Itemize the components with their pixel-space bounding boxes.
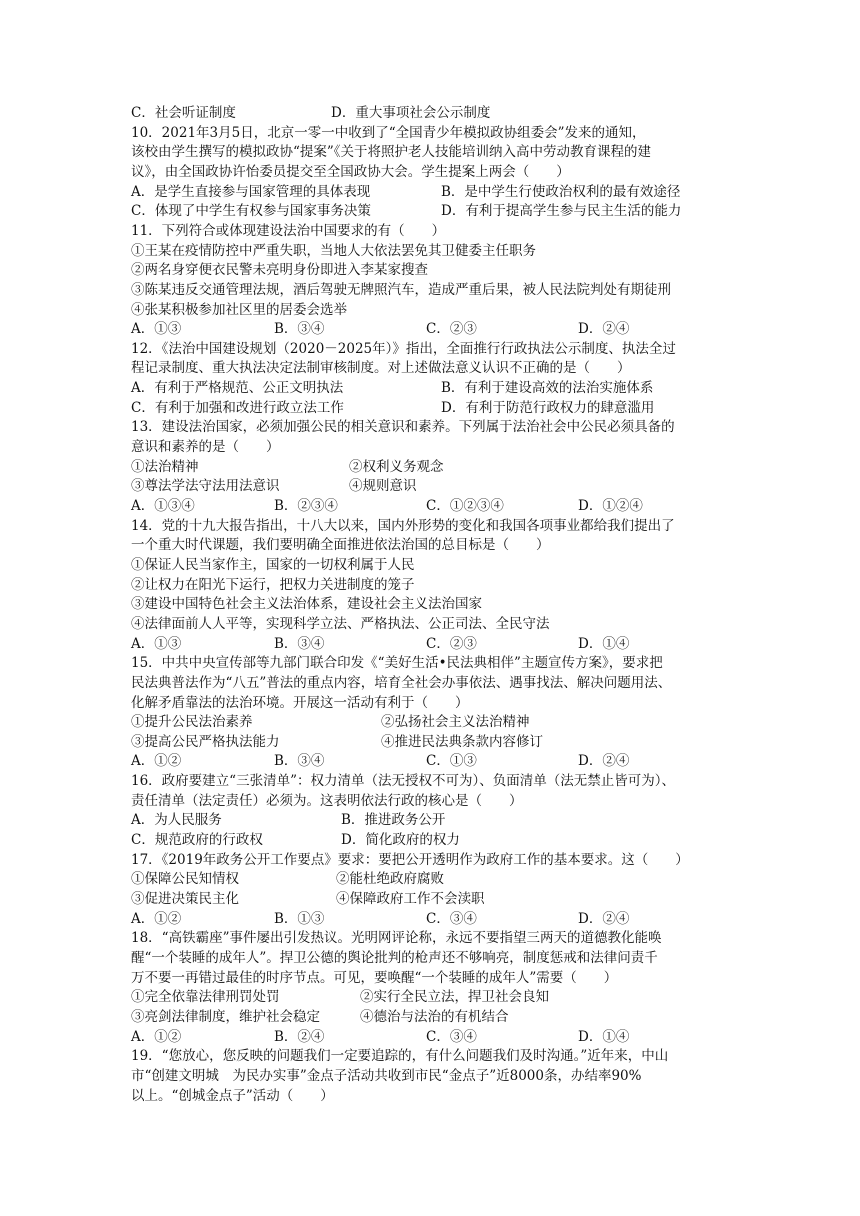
option-text: C．社会听证制度 [131,105,236,121]
line-text: 16．政府要建立“三张清单”：权力清单（法无授权不可为）、负面清单（法无禁止皆可为）、 [131,773,675,790]
option-text: A．①③④ [131,498,195,514]
line-text: 化解矛盾靠法的法治环境。开展这一活动有利于（ ） [131,694,469,711]
text-line [131,575,731,595]
line-text: 一个重大时代课题，我们要明确全面推进依法治国的总目标是（ ） [131,537,550,554]
option-text: ④保障政府工作不会渎职 [336,891,485,907]
text-line [131,535,731,555]
line-text: 17．《2019年政务公开工作要点》要求：要把公开透明作为政府工作的基本要求。这（ ） [131,851,689,868]
text-line [131,103,731,123]
text-line [131,221,731,241]
text-line [131,889,731,909]
option-text: ③提高公民严格执法能力 [131,733,280,750]
option-text: ④规则意识 [349,478,417,495]
option-text: D．简化政府的权力 [341,832,460,849]
option-text: D．②④ [578,321,630,338]
text-line [131,948,731,968]
option-text: D．重大事项社会公示制度 [331,105,491,121]
option-text: C．③④ [426,910,477,927]
line-text: ②两名身穿便衣民警未亮明身份即进入李某家搜查 [131,262,428,279]
option-text: ④德治与法治的有机结合 [360,1008,509,1025]
text-line [131,280,731,300]
option-text: A．①② [131,753,182,770]
line-text: ④法律面前人人平等，实现科学立法、严格执法、公正司法、全民守法 [131,615,550,632]
line-text: ③陈某违反交通管理法规，酒后驾驶无牌照汽车，造成严重后果，被人民法院判处有期徒刑 [131,281,671,298]
option-text: B．③④ [274,635,325,652]
option-text: ③亮剑法律制度，维护社会稳定 [131,1008,320,1025]
option-text: B．③④ [274,753,325,770]
text-line [131,614,731,634]
text-line [131,791,731,811]
option-text: B．①③ [274,910,325,927]
line-text: 民法典普法作为“八五”普法的重点内容，培育全社会办事依法、遇事找法、解决问题用法、 [131,674,672,691]
text-line [131,673,731,693]
line-text: 意识和素养的是（ ） [131,439,280,456]
text-line [131,476,731,496]
line-text: 醒“一个装睡的成年人”。捍卫公德的舆论批判的枪声还不够响亮，制度惩戒和法律问责千 [131,949,658,966]
option-text: C．规范政府的行政权 [131,832,263,849]
text-line [131,123,731,143]
option-text: C．①②③④ [426,498,504,514]
option-text: ①完全依靠法律刑罚处罚 [131,989,280,1006]
option-text: A．①② [131,910,182,927]
option-text: ③促进决策民主化 [131,891,239,907]
option-text: A．①③ [131,321,182,338]
text-line [131,1027,731,1047]
line-text: 以上。“创城金点子”活动（ ） [131,1087,334,1104]
text-line [131,516,731,536]
text-line [131,300,731,320]
option-text: B．推进政务公开 [341,812,446,829]
option-text: D．②④ [578,753,630,770]
line-text: ②让权力在阳光下运行，把权力关进制度的笼子 [131,576,415,593]
option-text: ③尊法学法守法用法意识 [131,478,280,495]
option-text: ④推进民法典条款内容修订 [381,733,543,750]
line-text: ④张某积极参加社区里的居委会选举 [131,301,347,318]
option-text: B．②③④ [274,498,338,514]
option-text: ②实行全民立法，捍卫社会良知 [360,989,549,1006]
option-text: ②权利义务观念 [349,458,444,475]
line-text: ③建设中国特色社会主义法治体系，建设社会主义法治国家 [131,596,482,613]
option-text: ①提升公民法治素养 [131,714,253,731]
option-text: A．为人民服务 [131,812,222,829]
text-line [131,339,731,359]
line-text: 市“创建文明城 为民办实事”金点子活动共收到市民“金点子”近8000条，办结率90% [131,1067,642,1084]
text-line [131,555,731,575]
text-line [131,987,731,1007]
line-text: 13．建设法治国家，必须加强公民的相关意识和素养。下列属于法治社会中公民必须具备的 [131,419,675,436]
option-text: C．体现了中学生有权参与国家事务决策 [131,203,371,220]
text-line [131,398,731,418]
text-line [131,1046,731,1066]
option-text: B．是中学生行使政治权利的最有效途径 [441,183,681,200]
option-text: B．②④ [274,1028,325,1045]
text-line [131,968,731,988]
text-line [131,1086,731,1106]
text-line [131,850,731,870]
text-line [131,437,731,457]
text-line [131,378,731,398]
option-text: ①法治精神 [131,458,199,475]
option-text: C．①③ [426,753,477,770]
text-line [131,358,731,378]
option-text: ②能杜绝政府腐败 [336,871,444,888]
line-text: 程记录制度、重大执法决定法制审核制度。对上述做法意义认识不正确的是（ ） [131,360,631,377]
option-text: D．有利于防范行政权力的肆意滥用 [441,399,655,416]
text-line [131,751,731,771]
option-text: B．有利于建设高效的法治实施体系 [441,380,654,397]
text-line [131,732,731,752]
line-text: 11．下列符合或体现建设法治中国要求的有（ ） [131,222,446,239]
line-text: 责任清单（法定责任）必须为。这表明依法行政的核心是（ ） [131,792,523,809]
option-text: D．②④ [578,910,630,927]
line-text: 10．2021年3月5日，北京一零一中收到了“全国青少年模拟政协组委会”发来的通知， [131,124,646,141]
text-line [131,594,731,614]
option-text: D．有利于提高学生参与民主生活的能力 [441,203,682,220]
line-text: ①保证人民当家作主，国家的一切权利属于人民 [131,556,415,573]
text-line [131,162,731,182]
text-line [131,712,731,732]
option-text: D．①④ [578,635,630,652]
line-text: ①王某在疫情防控中严重失职，当地人大依法罢免其卫健委主任职务 [131,242,536,259]
option-text: C．③④ [426,1028,477,1045]
text-line [131,653,731,673]
text-line [131,241,731,261]
option-text: D．①②④ [578,498,643,514]
line-text: 15．中共中央宣传部等九部门联合印发《“美好生活•民法典相伴”主题宣传方案》，要求把 [131,655,663,672]
option-text: ①保障公民知情权 [131,871,239,888]
text-line [131,771,731,791]
text-line [131,634,731,654]
text-line [131,260,731,280]
text-line [131,457,731,477]
line-text: 18．“高铁霸座”事件屡出引发热议。光明网评论称，永远不要指望三两天的道德教化能唤 [131,930,662,947]
text-line [131,928,731,948]
text-line [131,1007,731,1027]
text-line [131,869,731,889]
option-text: A．有利于严格规范、公正文明执法 [131,380,344,397]
text-line [131,182,731,202]
option-text: ②弘扬社会主义法治精神 [381,714,530,731]
text-line [131,830,731,850]
text-line [131,319,731,339]
option-text: B．③④ [274,321,325,338]
line-text: 12．《法治中国建设规划（2020－2025年）》指出，全面推行行政执法公示制度、执法全过 [131,340,676,357]
option-text: A．①③ [131,635,182,652]
text-line [131,417,731,437]
option-text: C．②③ [426,635,477,652]
option-text: C．有利于加强和改进行政立法工作 [131,399,344,416]
line-text: 14．党的十九大报告指出，十八大以来，国内外形势的变化和我国各项事业都给我们提出了 [131,517,675,534]
text-line [131,142,731,162]
line-text: 该校由学生撰写的模拟政协“提案”《关于将照护老人技能培训纳入高中劳动教育课程的建 [131,144,652,161]
text-line [131,1066,731,1086]
text-line [131,201,731,221]
line-text: 议》，由全国政协许怡委员提交至全国政协大会。学生提案上两会（ ） [131,163,570,180]
text-line [131,909,731,929]
option-text: A．①② [131,1028,182,1045]
text-line [131,693,731,713]
option-text: D．①④ [578,1028,630,1045]
text-line [131,810,731,830]
line-text: 万不要一再错过最佳的时序节点。可见，要唤醒“一个装睡的成年人”需要（ ） [131,969,618,986]
option-text: A．是学生直接参与国家管理的具体表现 [131,183,371,200]
option-text: C．②③ [426,321,477,338]
line-text: 19．“您放心，您反映的问题我们一定要追踪的，有什么问题我们及时沟通。”近年来，中山 [131,1048,669,1065]
text-line [131,496,731,516]
